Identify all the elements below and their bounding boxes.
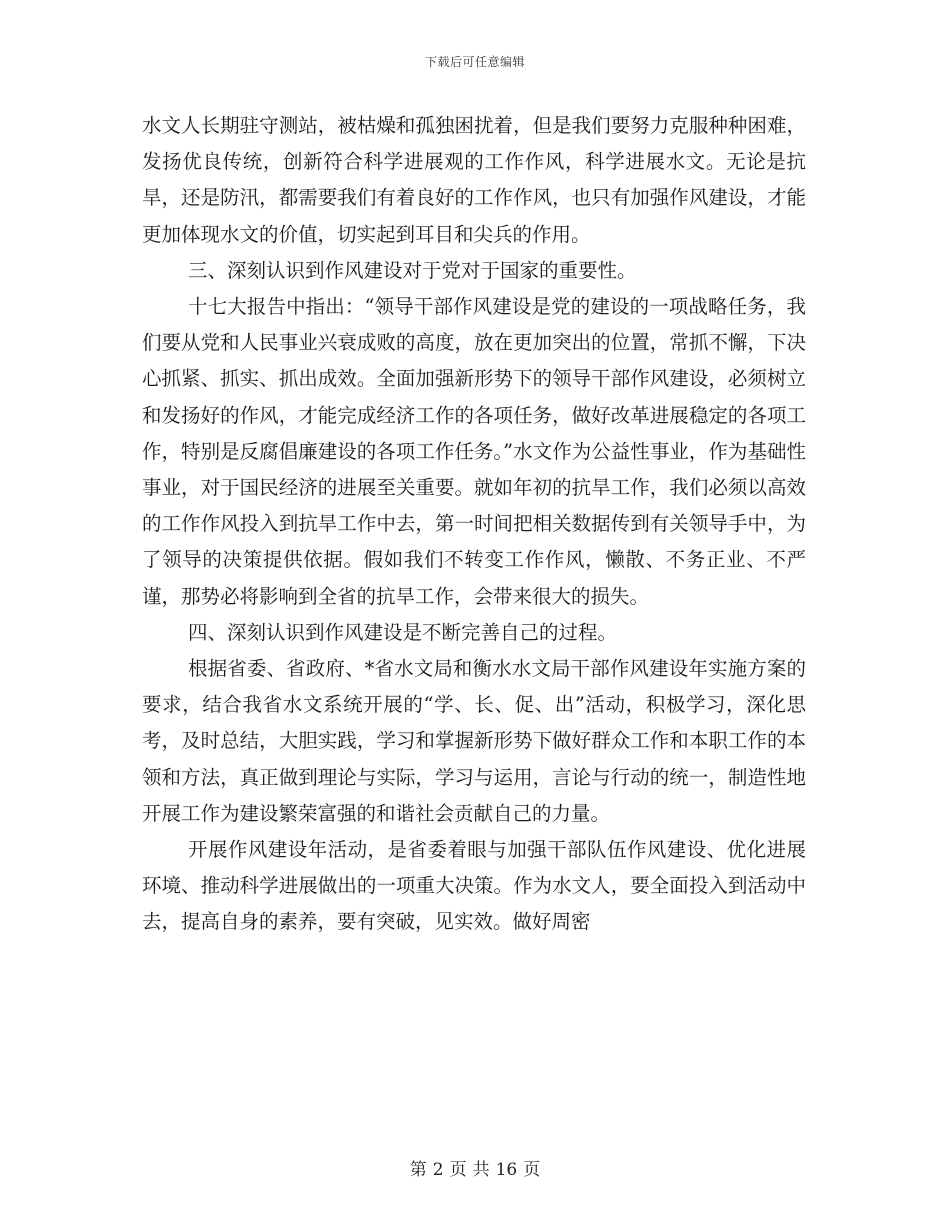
paragraph-3: 根据省委、省政府、*省水文局和衡水水文局干部作风建设年实施方案的要求，结合我省水文系统开展的“学、长、促、出”活动，积极学习，深化思考，及时总结，大胆实践，学习和掌握新形势下做好群众工作和本职工作的本领和方法，真正做到理论与实际，学习与运用，言论与行动的统一，制造性地开展工作为建设繁荣富强的和谐社会贡献自己的力量。 bbox=[142, 657, 806, 825]
footer-total-pages: 16 bbox=[495, 1160, 518, 1180]
paragraph-2: 十七大报告中指出：“领导干部作风建设是党的建设的一项战略任务，我们要从党和人民事业兴衰成败的高度，放在更加突出的位置，常抓不懈，下决心抓紧、抓实、抓出成效。全面加强新形势下的领导干部作风建设，必须树立和发扬好的作风，才能完成经济工作的各项任务，做好改革进展稳定的各项工作，特别是反腐倡廉建设的各项工作任务。”水文作为公益性事业，作为基础性事业，对于国民经济的进展至关重要。就如年初的抗旱工作，我们必须以高效的工作作风投入到抗旱工作中去，第一时间把相关数据传到有关领导手中，为了领导的决策提供依据。假如我们不转变工作作风，懒散、不务正业、不严谨，那势必将影响到全省的抗旱工作，会带来很大的损失。 bbox=[142, 295, 806, 608]
page-header: 下载后可任意编辑 bbox=[424, 55, 525, 69]
document-body bbox=[142, 108, 806, 941]
paragraph-1: 水文人长期驻守测站，被枯燥和孤独困扰着，但是我们要努力克服种种困难，发扬优良传统，创新符合科学进展观的工作作风，科学进展水文。无论是抗旱，还是防汛，都需要我们有着良好的工作作风，也只有加强作风建设，才能更加体现水文的价值，切实起到耳目和尖兵的作用。 bbox=[142, 114, 806, 246]
footer-page-word: 页 bbox=[449, 1160, 467, 1180]
footer-total-word: 共 bbox=[472, 1160, 490, 1180]
page-footer bbox=[0, 1155, 950, 1180]
paragraph-4: 开展作风建设年活动，是省委着眼与加强干部队伍作风建设、优化进展环境、推动科学进展做出的一项重大决策。作为水文人，要全面投入到活动中去，提高自身的素养，要有突破，见实效。做好周密 bbox=[142, 838, 806, 934]
footer-suffix: 页 bbox=[523, 1160, 541, 1180]
footer-prefix: 第 bbox=[409, 1160, 427, 1180]
section-heading-3: 三、深刻认识到作风建设对于党对于国家的重要性。 bbox=[188, 258, 637, 282]
footer-current-page: 2 bbox=[432, 1160, 444, 1180]
section-heading-4: 四、深刻认识到作风建设是不断完善自己的过程。 bbox=[188, 620, 618, 644]
